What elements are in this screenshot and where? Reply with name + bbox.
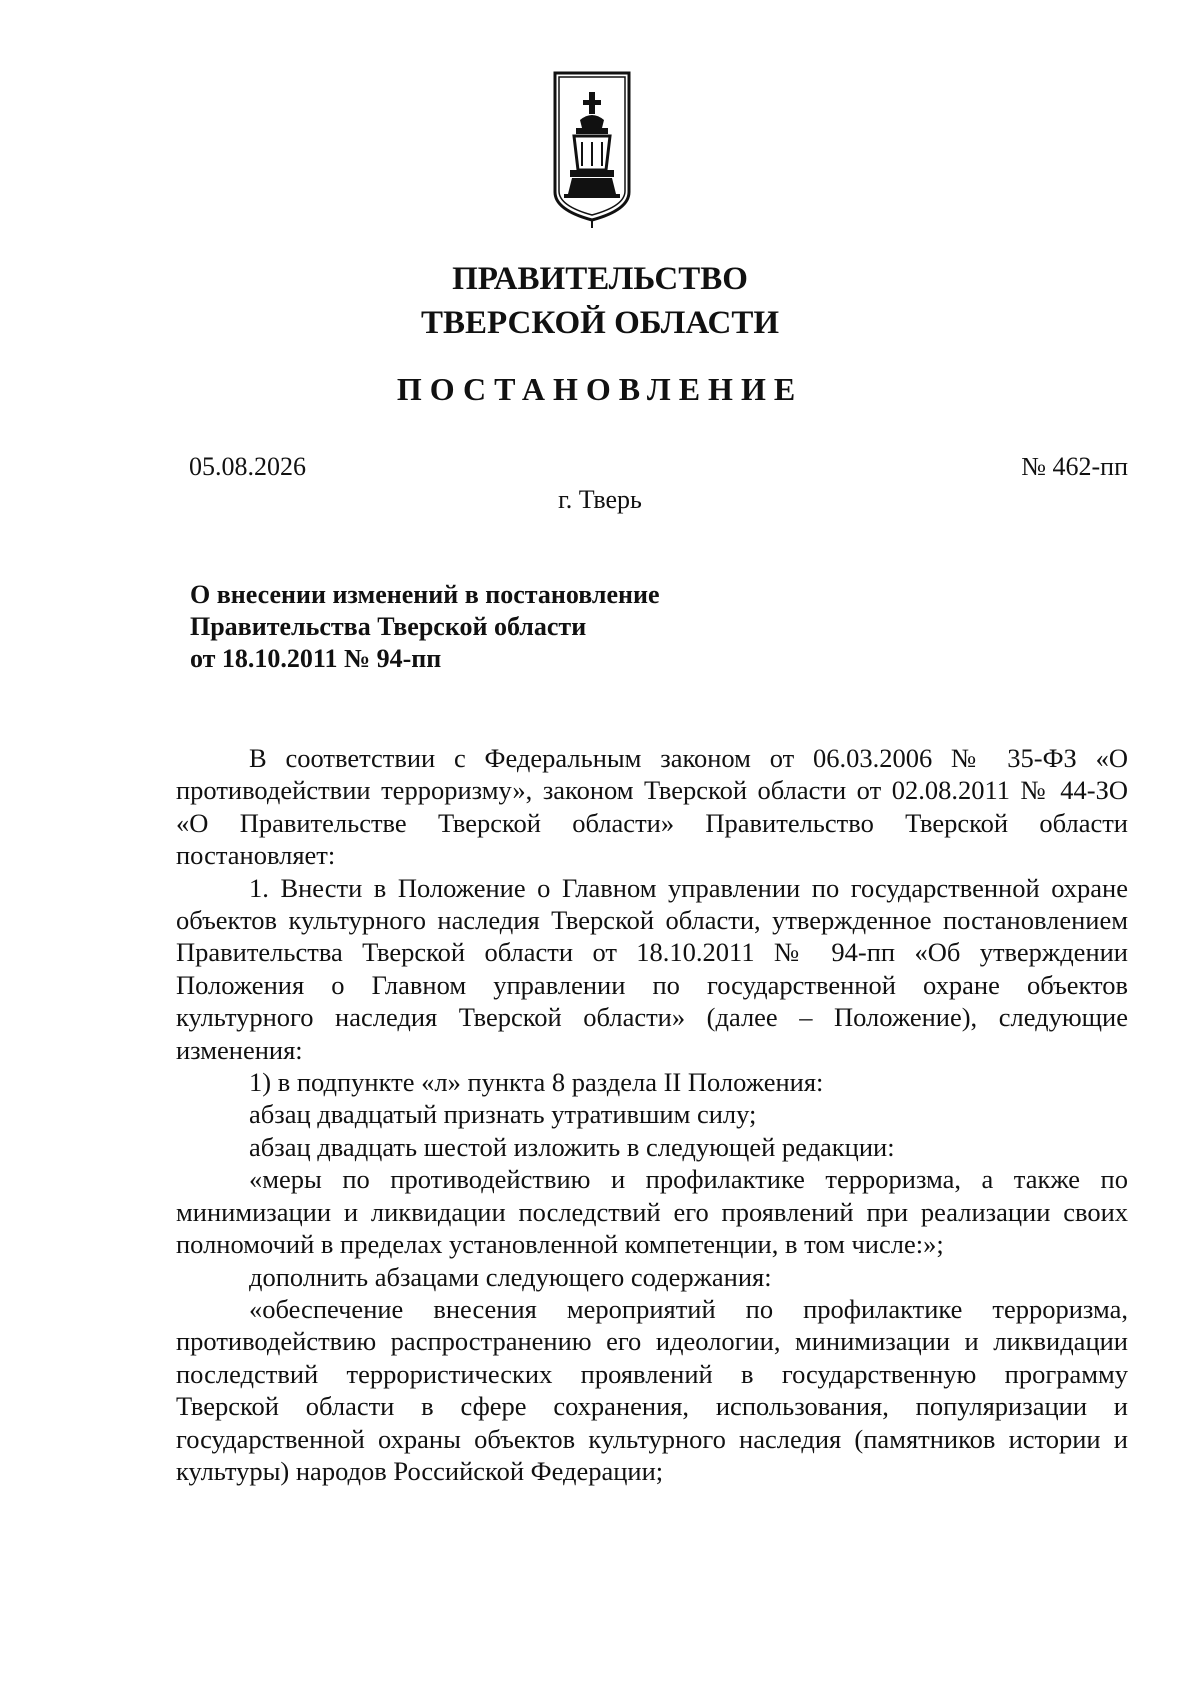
body-paragraph-preamble: В соответствии с Федеральным законом от 06.03.2006 № 35-ФЗ «О противодействии терроризму», законом Тверской области от 02.08.2011 № 44-ЗО «О Правительстве Тверской области» Правительство Тверской области постановляет: xyxy=(176,743,1128,871)
government-title xyxy=(0,257,1200,345)
body-paragraph-repeal: абзац двадцатый признать утратившим силу; xyxy=(249,1099,757,1130)
government-title-line1: ПРАВИТЕЛЬСТВО xyxy=(452,261,748,297)
document-type-title: ПОСТАНОВЛЕНИЕ xyxy=(396,371,804,407)
subject-line3: от 18.10.2011 № 94-пп xyxy=(190,644,442,673)
document-number: № 462-пп xyxy=(1021,452,1128,481)
body-paragraph-subitem-1: 1) в подпункте «л» пункта 8 раздела II Положения: xyxy=(249,1067,824,1098)
document-city: г. Тверь xyxy=(558,485,642,514)
body-paragraph-quote-measures: «меры по противодействию и профилактике терроризма, а также по минимизации и ликвидации последствий его проявлений при реализации своих полномочий в пределах установленной компетенции, в том числе:»; xyxy=(176,1164,1128,1260)
document-date: 05.08.2026 xyxy=(189,452,306,481)
body-paragraph-supplement: дополнить абзацами следующего содержания: xyxy=(249,1261,772,1292)
government-title-line2: ТВЕРСКОЙ ОБЛАСТИ xyxy=(420,305,780,341)
body-paragraph-item-1: 1. Внести в Положение о Главном управлении по государственной охране объектов культурного наследия Тверской области, утвержденное постановлением Правительства Тверской области от 18.10.2011 № 94-пп «Об утверждении Положения о Главном управлении по государственной охране объектов культурного наследия Тверской области» (далее – Положение), следующие изменения: xyxy=(176,872,1128,1065)
tver-coat-of-arms-icon xyxy=(552,70,632,228)
document-body xyxy=(176,742,1128,1487)
document-subject xyxy=(190,579,660,675)
body-paragraph-restate: абзац двадцать шестой изложить в следующей редакции: xyxy=(249,1131,895,1162)
subject-line2: Правительства Тверской области xyxy=(190,612,587,641)
subject-line1: О внесении изменений в постановление xyxy=(190,580,660,609)
body-paragraph-quote-program: «обеспечение внесения мероприятий по профилактике терроризма, противодействию распространению его идеологии, минимизации и ликвидации последствий террористических проявлений в государственную программу Тверской области в сфере сохранения, использования, популяризации и государственной охраны объектов культурного наследия (памятников истории и культуры) народов Российской Федерации; xyxy=(176,1293,1128,1486)
